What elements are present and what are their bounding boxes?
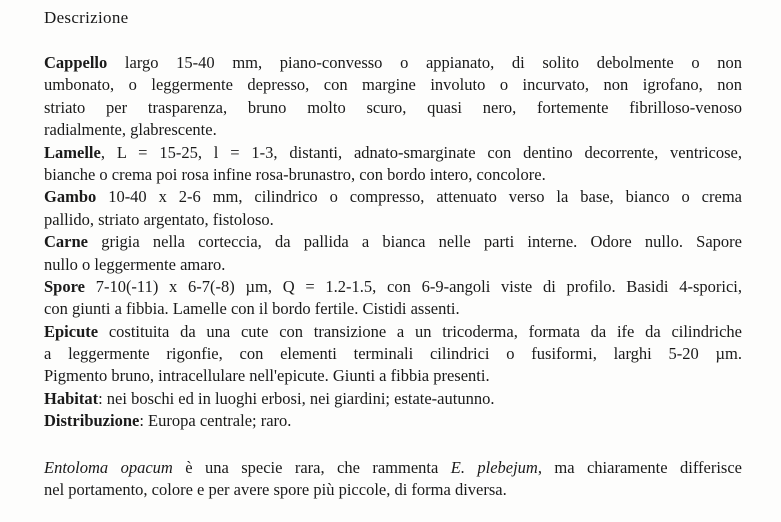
text-segment: , L = 15-25, l = 1-3, distanti, adnato-smarginate con dentino decorrente, ventricose,	[100, 142, 742, 162]
keyword-bold: Lamelle	[44, 142, 101, 162]
keyword-bold: Habitat	[44, 388, 99, 408]
text-line	[44, 186, 742, 208]
keyword-bold: Spore	[44, 276, 85, 296]
keyword-bold: Cappello	[44, 53, 108, 72]
text-segment: : Europa centrale; raro.	[139, 411, 292, 431]
text-line	[44, 209, 742, 231]
text-line	[44, 231, 742, 253]
text-line	[44, 52, 742, 74]
text-line	[44, 164, 742, 186]
text-line	[44, 410, 742, 432]
text-line	[44, 479, 742, 501]
text-segment: nel portamento, colore e per avere spore più piccole, di forma diversa.	[44, 480, 507, 500]
text-segment: 7-10(-11) x 6-7(-8) µm, Q = 1.2-1.5, con 6-9-angoli viste di profilo. Basidi 4-sporici,	[84, 276, 742, 296]
text-segment: largo 15-40 mm, piano-convesso o appianato, di solito debolmente o non	[107, 53, 742, 72]
text-line	[44, 97, 742, 119]
text-segment: 10-40 x 2-6 mm, cilindrico o compresso, attenuato verso la base, bianco o crema	[96, 187, 742, 207]
document-content	[44, 52, 742, 501]
text-line	[44, 457, 742, 479]
species-name-italic: Entoloma opacum	[44, 457, 173, 477]
text-line	[44, 119, 742, 141]
keyword-bold: Gambo	[44, 187, 97, 207]
paragraph	[44, 142, 742, 187]
text-segment: con giunti a fibbia. Lamelle con il bordo fertile. Cistidi assenti.	[44, 299, 460, 319]
text-line	[44, 74, 742, 96]
text-segment: è una specie rara, che rammenta	[172, 457, 451, 477]
text-line	[44, 142, 742, 164]
text-segment: nullo o leggermente amaro.	[44, 254, 226, 274]
text-line	[44, 388, 742, 410]
text-line	[44, 365, 742, 387]
species-name-italic: E. plebejum	[450, 457, 538, 477]
text-segment: striato per trasparenza, bruno molto scuro, quasi nero, fortemente fibrilloso-venoso	[44, 97, 742, 117]
text-line	[44, 343, 742, 365]
paragraph	[44, 321, 742, 388]
text-segment: bianche o crema poi rosa infine rosa-brunastro, con bordo intero, concolore.	[44, 164, 546, 184]
text-segment: a leggermente rigonfie, con elementi terminali cilindrici o fusiformi, larghi 5-20 µm.	[44, 344, 742, 364]
paragraph	[44, 388, 742, 410]
description-body	[44, 52, 742, 433]
paragraph	[44, 457, 742, 502]
closing-note	[44, 457, 742, 502]
text-segment: pallido, striato argentato, fistoloso.	[44, 209, 274, 229]
text-line	[44, 276, 742, 298]
paragraph	[44, 186, 742, 231]
text-segment: , ma chiaramente differisce	[537, 457, 743, 477]
keyword-bold: Carne	[44, 232, 88, 252]
text-segment: umbonato, o leggermente depresso, con margine involuto o incurvato, non igrofano, non	[44, 75, 742, 95]
text-line	[44, 298, 742, 320]
text-segment: grigia nella corteccia, da pallida a bianca nelle parti interne. Odore nullo. Sapore	[88, 232, 742, 252]
text-segment: radialmente, glabrescente.	[44, 120, 217, 140]
paragraph	[44, 410, 742, 432]
keyword-bold: Distribuzione	[44, 411, 140, 431]
text-line	[44, 321, 742, 343]
keyword-bold: Epicute	[44, 321, 99, 341]
text-segment: Pigmento bruno, intracellulare nell'epicute. Giunti a fibbia presenti.	[44, 366, 490, 386]
section-heading: Descrizione	[44, 8, 129, 27]
text-segment: : nei boschi ed in luoghi erbosi, nei giardini; estate-autunno.	[98, 388, 495, 408]
paragraph	[44, 52, 742, 142]
paragraph	[44, 231, 742, 276]
text-segment: costituita da una cute con transizione a un tricoderma, formata da ife da cilindriche	[98, 321, 742, 341]
paragraph	[44, 276, 742, 321]
text-line	[44, 254, 742, 276]
